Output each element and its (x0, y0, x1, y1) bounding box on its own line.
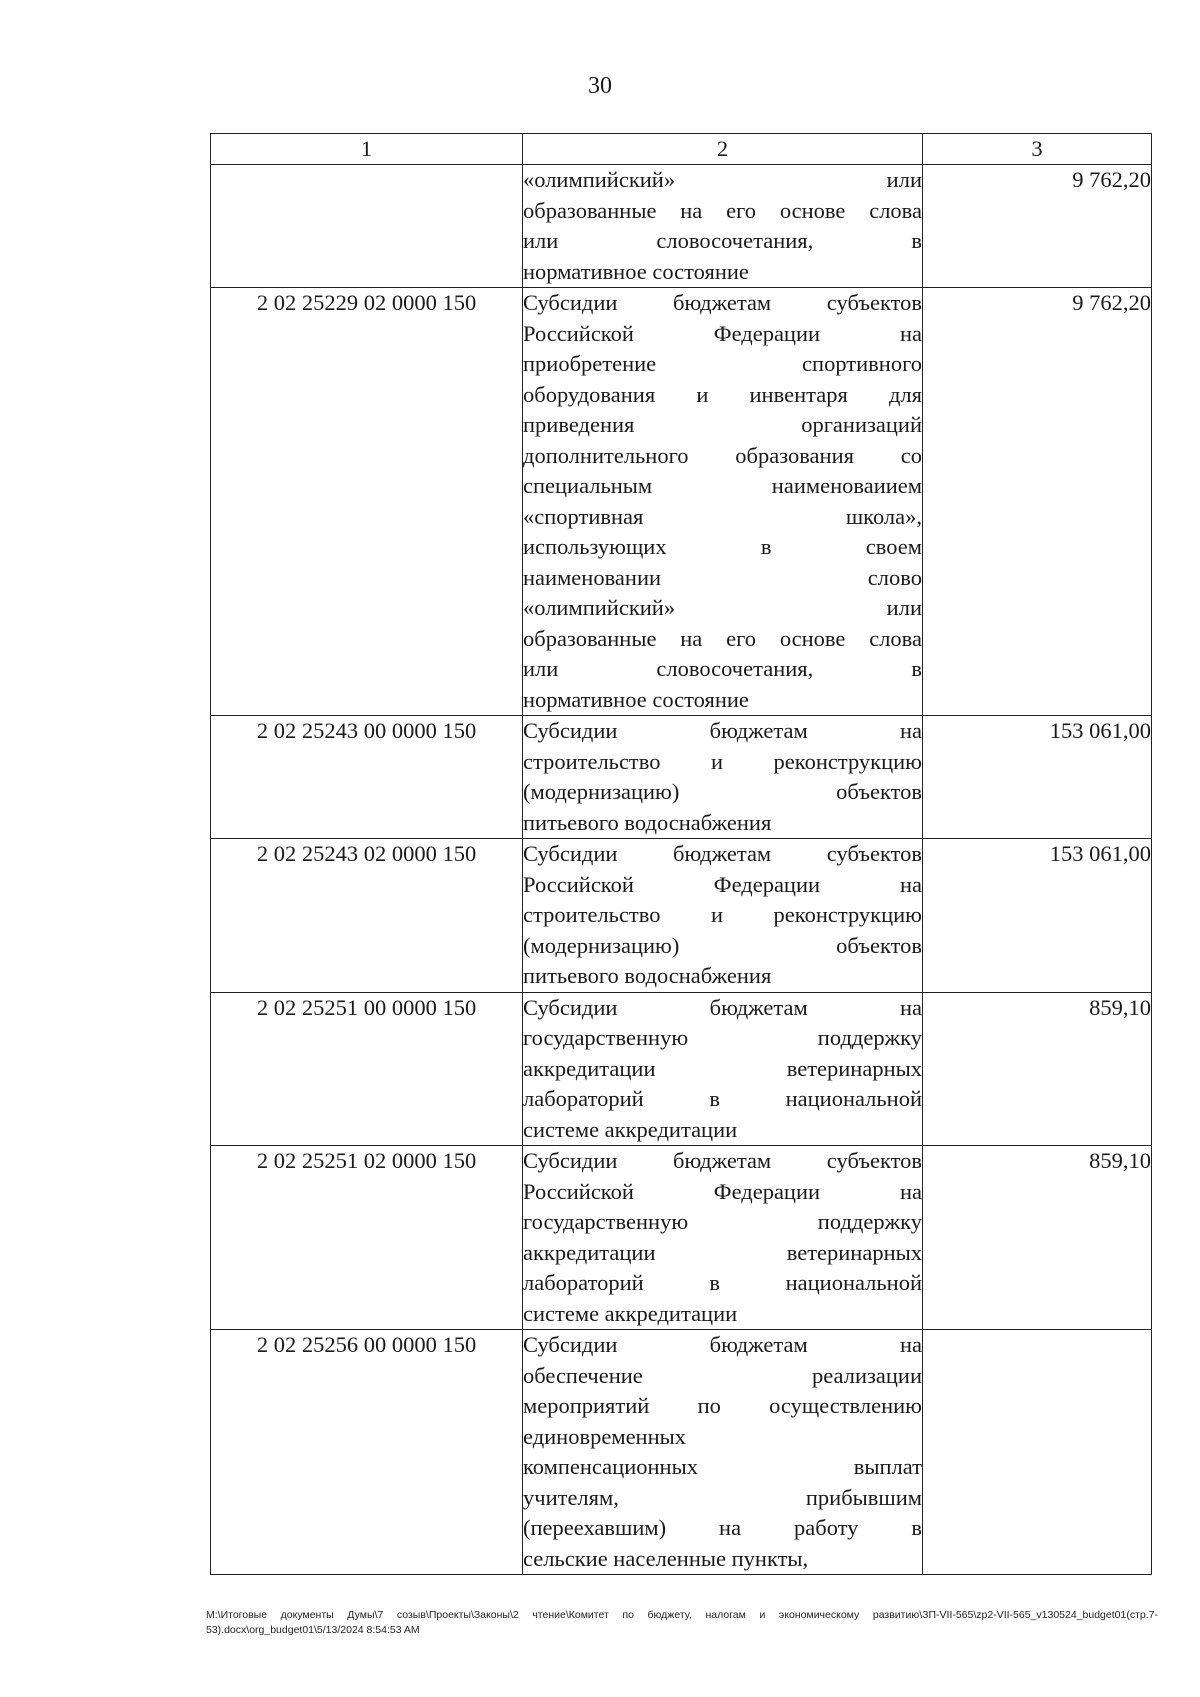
description-line: мероприятий по осуществлению (523, 1393, 922, 1418)
table-row (211, 165, 1152, 288)
description-line: Субсидии бюджетам субъектов (523, 290, 922, 315)
description-line: питьевого водоснабжения (523, 809, 772, 835)
description-line: нормативное состояние (523, 258, 749, 284)
budget-code-cell: 2 02 25229 02 0000 150 (211, 288, 523, 716)
table-header-row (211, 134, 1152, 165)
description-line: «олимпийский» или (523, 595, 922, 620)
description-line: Субсидии бюджетам субъектов (523, 841, 922, 866)
description-line: Субсидии бюджетам субъектов (523, 1148, 922, 1173)
table-row (211, 1330, 1152, 1575)
amount-cell: 153 061,00 (923, 716, 1152, 839)
description-line: наименовании слово (523, 564, 922, 590)
budget-code-cell: 2 02 25243 00 0000 150 (211, 716, 523, 839)
amount-cell: 9 762,20 (923, 288, 1152, 716)
budget-code-cell: 2 02 25251 00 0000 150 (211, 992, 523, 1146)
table-body (211, 165, 1152, 1575)
column-header-3: 3 (923, 134, 1152, 165)
column-header-2: 2 (523, 134, 923, 165)
description-line: Субсидии бюджетам на (523, 994, 922, 1020)
description-line: приобретение спортивного (523, 351, 922, 376)
description-cell (523, 1330, 923, 1575)
amount-cell: 859,10 (923, 1146, 1152, 1330)
description-line: системе аккредитации (523, 1300, 738, 1326)
amount-cell: 153 061,00 (923, 839, 1152, 993)
description-line: аккредитации ветеринарных (523, 1239, 922, 1265)
description-line: строительство и реконструкцию (523, 902, 922, 927)
description-line: учителям, прибывшим (523, 1484, 922, 1510)
budget-table (210, 133, 1152, 1575)
description-line: Российской Федерации на (523, 320, 922, 346)
description-line: образованные на его основе слова (523, 625, 922, 651)
amount-cell: 9 762,20 (923, 165, 1152, 288)
description-line: «олимпийский» или (523, 167, 922, 192)
description-cell (523, 165, 923, 288)
description-line: аккредитации ветеринарных (523, 1055, 922, 1081)
description-line: (переехавшим) на работу в (523, 1515, 922, 1540)
budget-code-cell (211, 165, 523, 288)
description-cell (523, 839, 923, 993)
description-line: дополнительного образования со (523, 442, 922, 468)
budget-code-cell: 2 02 25256 00 0000 150 (211, 1330, 523, 1575)
budget-code-cell: 2 02 25243 02 0000 150 (211, 839, 523, 993)
description-line: «спортивная школа», (523, 503, 922, 529)
description-line: оборудования и инвентаря для (523, 381, 922, 407)
table-row (211, 288, 1152, 716)
column-header-1: 1 (211, 134, 523, 165)
description-line: сельские населенные пункты, (523, 1545, 809, 1571)
description-cell (523, 288, 923, 716)
description-line: (модернизацию) объектов (523, 932, 922, 958)
description-line: системе аккредитации (523, 1116, 738, 1142)
table-row (211, 1146, 1152, 1330)
description-line: Российской Федерации на (523, 1178, 922, 1204)
document-path-footer: M:\Итоговые документы Думы\7 созыв\Проекты\Законы\2 чтение\Комитет по бюджету, налогам и экономическому развитию\ЗП-VII-565\zp2-VII-565_v130524_budget01(стр.7-53).docx\org_budget01\5/13/2024 8:54:53 AM (206, 1609, 1158, 1636)
description-line: использующих в своем (523, 534, 922, 559)
table-row (211, 716, 1152, 839)
description-line: компенсационных выплат (523, 1454, 922, 1479)
amount-cell (923, 1330, 1152, 1575)
table-row (211, 992, 1152, 1146)
description-line: государственную поддержку (523, 1025, 922, 1050)
description-line: или словосочетания, в (523, 656, 922, 681)
description-line: Российской Федерации на (523, 871, 922, 897)
description-cell (523, 1146, 923, 1330)
description-line: строительство и реконструкцию (523, 748, 922, 774)
description-line: приведения организаций (523, 412, 922, 437)
description-line: обеспечение реализации (523, 1362, 922, 1388)
table-row (211, 839, 1152, 993)
description-line: образованные на его основе слова (523, 197, 922, 223)
description-line: государственную поддержку (523, 1209, 922, 1234)
description-line: нормативное состояние (523, 686, 749, 712)
description-line: лабораторий в национальной (523, 1086, 922, 1111)
description-line: Субсидии бюджетам на (523, 718, 922, 743)
description-line: лабораторий в национальной (523, 1270, 922, 1295)
description-line: питьевого водоснабжения (523, 963, 772, 988)
description-line: (модернизацию) объектов (523, 779, 922, 804)
amount-cell: 859,10 (923, 992, 1152, 1146)
description-cell (523, 992, 923, 1146)
description-line: единовременных (523, 1423, 687, 1449)
budget-code-cell: 2 02 25251 02 0000 150 (211, 1146, 523, 1330)
description-line: или словосочетания, в (523, 228, 922, 253)
description-line: специальным наименоваиием (523, 473, 922, 498)
page-number: 30 (588, 73, 612, 99)
description-line: Субсидии бюджетам на (523, 1332, 922, 1357)
description-cell (523, 716, 923, 839)
